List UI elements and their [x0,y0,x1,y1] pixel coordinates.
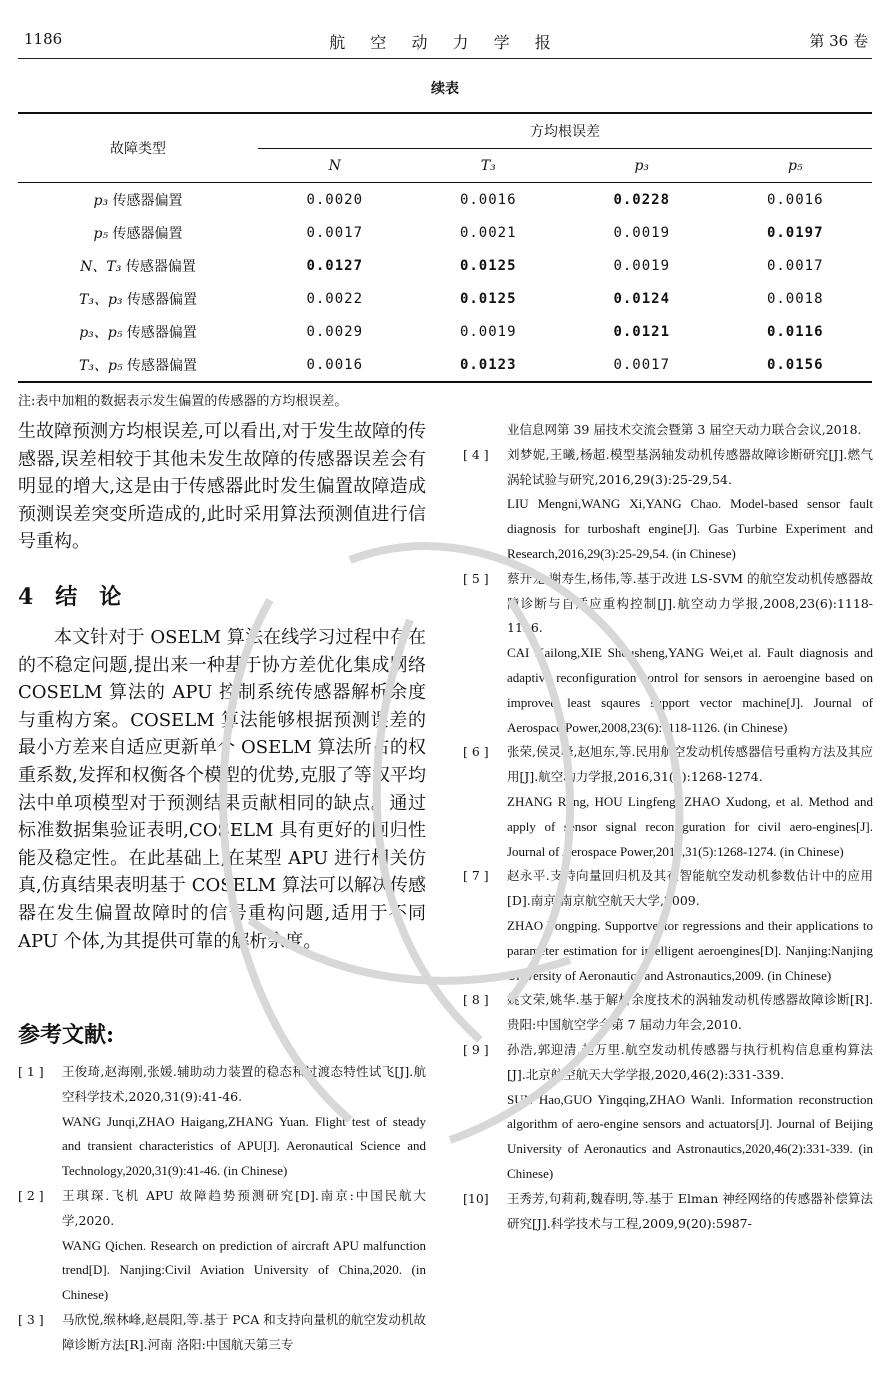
header-col-t3: T₃ [412,149,566,183]
rmse-value-cell: 0.0016 [459,191,517,208]
table-row [18,348,872,382]
fault-type-cell: p₃ 传感器偏置 [93,192,183,209]
rmse-value-cell: 0.0021 [459,224,517,241]
fault-type-cell: p₅ 传感器偏置 [93,225,183,242]
rmse-value-cell: 0.0125 [459,257,517,274]
table-row [18,183,872,217]
header-col-p5: p₅ [719,149,873,183]
reference-item: [ 2 ] 王琪琛.飞机 APU 故障趋势预测研究[D].南京:中国民航大学,2020. WANG Qichen. Research on prediction of aircraft APU malfunction trend[D]. Nanjing:Civil Aviation University of China,2020. (in Chinese) [18,1187,426,1303]
reference-item: [ 5 ] 蔡开龙,谢寿生,杨伟,等.基于改进 LS-SVM 的航空发动机传感器故障诊断与自适应重构控制[J].航空动力学报,2008,23(6):1118-1126. CAI Kailong,XIE Shousheng,YANG Wei,et al. Fault diagnosis and adaptive reconfiguration control for sensors in aeroengine based on improved least sqaures support vector machine[J]. Journal of Aerospace Power,2008,23(6):1118-1126. (in Chinese) [463,570,873,735]
header-rmse-group: 方均根误差 [530,124,600,140]
references-heading: 参考文献: [18,1022,115,1048]
rmse-value-cell: 0.0017 [766,257,824,274]
table-row [18,315,872,348]
rmse-value-cell: 0.0016 [766,191,824,208]
left-column [18,418,426,556]
rmse-value-cell: 0.0017 [613,356,671,373]
table-row [18,216,872,249]
rmse-value-cell: 0.0020 [306,191,364,208]
header-col-n: N [258,149,412,183]
rmse-value-cell: 0.0125 [459,290,517,307]
conclusion-block [18,624,426,955]
running-header [18,28,872,59]
rmse-value-cell: 0.0016 [306,356,364,373]
rmse-value-cell: 0.0022 [306,290,364,307]
rmse-value-cell: 0.0124 [613,290,671,307]
fault-type-cell: N、T₃ 传感器偏置 [80,258,196,275]
reference-item: [ 4 ] 刘梦妮,王曦,杨超.模型基涡轴发动机传感器故障诊断研究[J].燃气涡轮试验与研究,2016,29(3):25-29,54. LIU Mengni,WANG Xi,YANG Chao. Model-based sensor fault diagnosis for turboshaft engine[J]. Gas Turbine Experiment and Research,2016,29(3):25-29,54. (in Chinese) [463,446,873,561]
rmse-value-cell: 0.0127 [306,257,364,274]
reference-continued: 业信息网第 39 届技术交流会暨第 3 届空天动力联合会议,2018. [507,422,862,437]
page-number: 1186 [24,30,63,48]
rmse-value-cell: 0.0228 [613,191,671,208]
reference-item: [ 8 ] 姚文荣,姚华.基于解析余度技术的涡轴发动机传感器故障诊断[R].贵阳:中国航空学会第 7 届动力年会,2010. [463,992,873,1033]
reference-item: [ 7 ] 赵永平.支持向量回归机及其在智能航空发动机参数估计中的应用[D].南京:南京航空航天大学,2009. ZHAO Yongping. Supportvector regressions and their applications to parameter estimation for intelligent aeroengines[D]. Nanjing:Nanjing University of Aeronautics and Astronautics,2009. (in Chinese) [463,868,873,983]
paragraph-conclusion: 本文针对于 OSELM 算法在线学习过程中存在的不稳定问题,提出来一种基于协方差优化集成网络 COSELM 算法的 APU 控制系统传感器解析余度与重构方案。COSELM 算法能够根据预测误差的最小方差来自适应更新单个 OSELM 算法所占的权重系数,发挥和权衡各个模型的优势,克服了等权平均法中单项模型对于预测结果贡献相同的缺点。通过标准数据集验证表明,COSELM 具有更好的回归性能及稳定性。在此基础上,在某型 APU 进行相关仿真,仿真结果表明基于 COSELM 算法可以解决传感器在发生偏置故障时的信号重构问题,适用于不同 APU 个体,为其提供可靠的解析余度。 [18,627,426,952]
rmse-value-cell: 0.0019 [459,323,517,340]
table-note: 注:表中加粗的数据表示发生偏置的传感器的方均根误差。 [18,394,348,409]
fault-type-cell: T₃、p₃ 传感器偏置 [79,291,197,308]
references-left [18,1060,426,1358]
section-heading: 4 结 论 [18,584,122,610]
volume-label: 第 36 卷 [809,32,868,50]
table-caption: 续表 [431,81,459,97]
rmse-value-cell: 0.0029 [306,323,364,340]
rmse-value-cell: 0.0123 [459,356,517,373]
reference-item: [ 3 ] 马欣悦,缑林峰,赵晨阳,等.基于 PCA 和支持向量机的航空发动机故障诊断方法[R].河南 洛阳:中国航天第三专 [18,1311,426,1352]
header-fault-type: 故障类型 [18,113,258,183]
rmse-value-cell: 0.0116 [766,323,824,340]
rmse-value-cell: 0.0018 [766,290,824,307]
references-right [463,418,873,1236]
reference-item: [10] 王秀芳,句莉莉,魏春明,等.基于 Elman 神经网络的传感器补偿算法研究[J].科学技术与工程,2009,9(20):5987- [463,1190,873,1231]
journal-title: 航 空 动 力 学 报 [329,33,561,52]
rmse-value-cell: 0.0019 [613,224,671,241]
fault-type-cell: T₃、p₅ 传感器偏置 [79,357,197,374]
rmse-value-cell: 0.0017 [306,224,364,241]
reference-item: [ 6 ] 张荣,侯灵峰,赵旭东,等.民用航空发动机传感器信号重构方法及其应用[J].航空动力学报,2016,31(5):1268-1274. ZHANG Rong, HOU Lingfeng, ZHAO Xudong, et al. Method and apply of sensor signal reconfiguration for civil aero-engines[J]. Journal of Aerospace Power,2016,31(5):1268-1274. (in Chinese) [463,744,873,859]
table-row [18,249,872,282]
rmse-value-cell: 0.0019 [613,257,671,274]
table-row [18,282,872,315]
reference-item: [ 1 ] 王俊琦,赵海刚,张媛.辅助动力装置的稳态和过渡态特性试飞[J].航空科学技术,2020,31(9):41-46. WANG Junqi,ZHAO Haigang,ZHANG Yuan. Flight test of steady and transient characteristics of APU[J]. Aeronautical Science and Technology,2020,31(9):41-46. (in Chinese) [18,1064,426,1179]
rmse-value-cell: 0.0121 [613,323,671,340]
reference-item: [ 9 ] 孙浩,郭迎清,赵万里.航空发动机传感器与执行机构信息重构算法[J].北京航空航天大学学报,2020,46(2):331-339. SUN Hao,GUO Yingqing,ZHAO Wanli. Information reconstruction algorithm of aero-engine sensors and actuators[J]. Journal of Beijing University of Aeronautics and Astronautics,2020,46(2):331-339. (in Chinese) [463,1041,873,1181]
paragraph-continued: 生故障预测方均根误差,可以看出,对于发生故障的传感器,误差相较于其他未发生故障的传感器误差会有明显的增大,这是由于传感器此时发生偏置故障造成预测误差突变所造成的,此时采用算法预测值进行信号重构。 [18,421,426,553]
rmse-value-cell: 0.0197 [766,224,824,241]
fault-type-cell: p₃、p₅ 传感器偏置 [79,324,197,341]
header-col-p3: p₃ [565,149,719,183]
rmse-value-cell: 0.0156 [766,356,824,373]
rmse-table [18,112,872,383]
